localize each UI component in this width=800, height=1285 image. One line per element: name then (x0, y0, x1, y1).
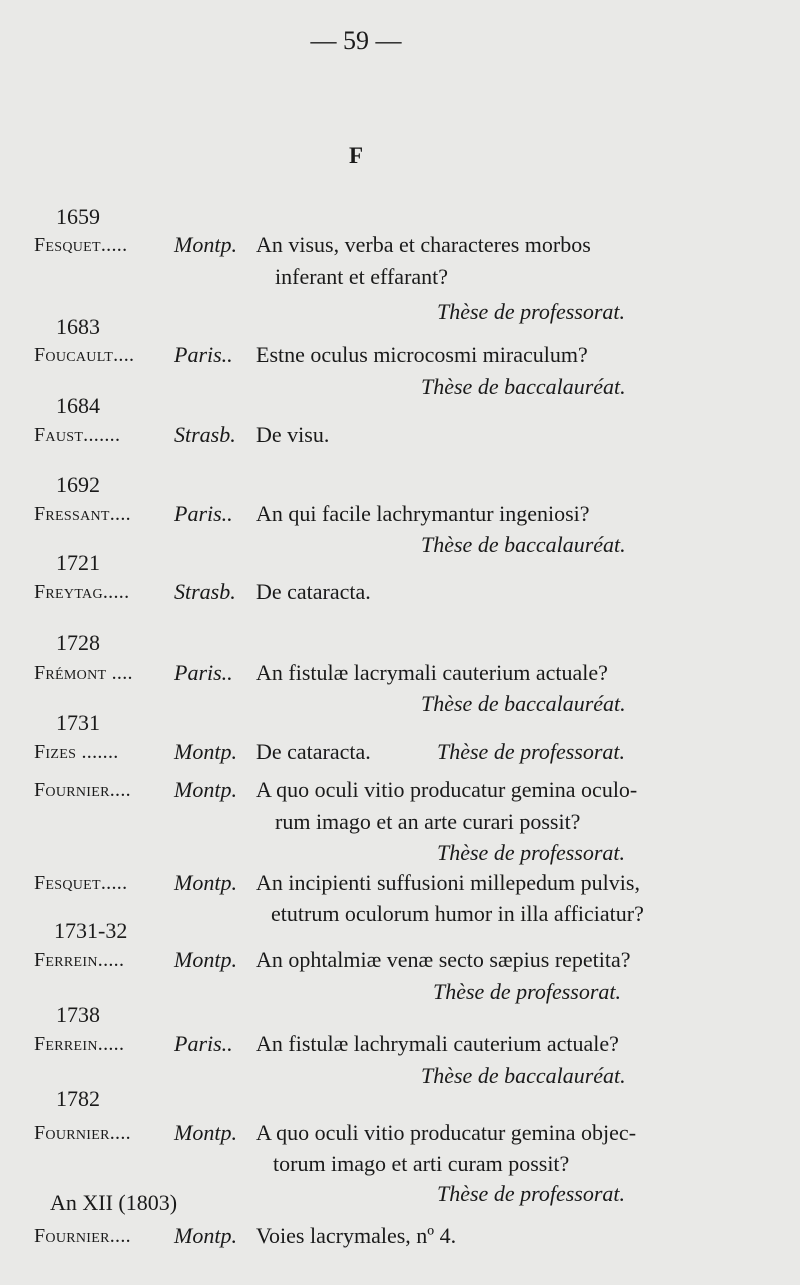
entry-note: Thèse de professorat. (437, 840, 626, 865)
entry-city: Strasb. (174, 422, 236, 447)
entry-note: Thèse de baccalauréat. (421, 532, 626, 557)
entry-note: Thèse de professorat. (433, 979, 622, 1004)
entry-title-line: A quo oculi vitio producatur gemina objec- (256, 1120, 637, 1145)
entry-year: 1738 (56, 1002, 100, 1027)
entry-note: Thèse de baccalauréat. (421, 691, 626, 716)
entry-note: Thèse de baccalauréat. (421, 1063, 626, 1088)
entry-title-line: Voies lacrymales, nº 4. (256, 1223, 457, 1248)
entry-year: 1728 (56, 630, 100, 655)
page-number: — 59 — (310, 26, 402, 55)
entry-title-line: torum imago et arti curam possit? (273, 1151, 570, 1176)
entry-title-line: An fistulæ lachrymali cauterium actuale? (256, 1031, 619, 1056)
entry-city: Montp. (174, 777, 237, 802)
entry-city: Paris.. (174, 501, 233, 526)
entry-city: Montp. (174, 739, 237, 764)
entry-city: Paris.. (174, 1031, 233, 1056)
entry-year: 1659 (56, 204, 100, 229)
entry-author: Fesquet..... (34, 234, 128, 256)
entry-city: Paris.. (174, 342, 233, 367)
entry-city: Montp. (174, 1120, 237, 1145)
entry-note: Thèse de professorat. (437, 299, 626, 324)
entry-city: Montp. (174, 870, 237, 895)
entry-year: 1684 (56, 393, 100, 418)
entry-author: Fournier.... (34, 1122, 131, 1144)
entry-title-line: inferant et effarant? (275, 264, 449, 289)
entry-year: 1692 (56, 472, 100, 497)
entry-year: 1731-32 (54, 918, 128, 943)
entry-title-line: rum imago et an arte curari possit? (275, 809, 581, 834)
entry-city: Montp. (174, 232, 237, 257)
entry-title-line: De cataracta. (256, 739, 371, 764)
entry-note: Thèse de professorat. (437, 739, 626, 764)
entry-title-line: De cataracta. (256, 579, 371, 604)
entry-author: Ferrein..... (34, 949, 125, 971)
entry-note: Thèse de professorat. (437, 1181, 626, 1206)
entry-year: 1721 (56, 550, 100, 575)
entry-year: 1731 (56, 710, 100, 735)
entry-author: Fesquet..... (34, 872, 128, 894)
entry-title-line: An qui facile lachrymantur ingeniosi? (256, 501, 590, 526)
entry-title-line: An incipienti suffusioni millepedum pulvis, (256, 870, 640, 895)
entry-title-line: A quo oculi vitio producatur gemina oculo- (256, 777, 638, 802)
entry-author: Freytag..... (34, 581, 130, 603)
entry-title-line: etutrum oculorum humor in illa afficiatur? (271, 901, 644, 926)
entry-year: 1683 (56, 314, 100, 339)
entry-author: Faust....... (34, 424, 121, 446)
entry-title-line: Estne oculus microcosmi miraculum? (256, 342, 588, 367)
entry-city: Montp. (174, 1223, 237, 1248)
entry-author: Fressant.... (34, 503, 131, 525)
entry-title-line: An visus, verba et characteres morbos (256, 232, 591, 257)
entry-city: Strasb. (174, 579, 236, 604)
entry-title-line: An ophtalmiæ venæ secto sæpius repetita? (256, 947, 631, 972)
entry-city: Montp. (174, 947, 237, 972)
entry-title-line: De visu. (256, 422, 330, 447)
section-letter: F (348, 143, 364, 168)
entry-author: Foucault.... (34, 344, 135, 366)
entry-author: Fizes ....... (34, 741, 119, 763)
entry-city: Paris.. (174, 660, 233, 685)
entry-author: Fournier.... (34, 779, 131, 801)
entry-author: Ferrein..... (34, 1033, 125, 1055)
entry-author: Frémont .... (34, 662, 133, 684)
entry-author: Fournier.... (34, 1225, 131, 1247)
entry-title-line: An fistulæ lacrymali cauterium actuale? (256, 660, 608, 685)
entry-note: Thèse de baccalauréat. (421, 374, 626, 399)
entry-year: An XII (1803) (50, 1190, 178, 1215)
entry-year: 1782 (56, 1086, 100, 1111)
